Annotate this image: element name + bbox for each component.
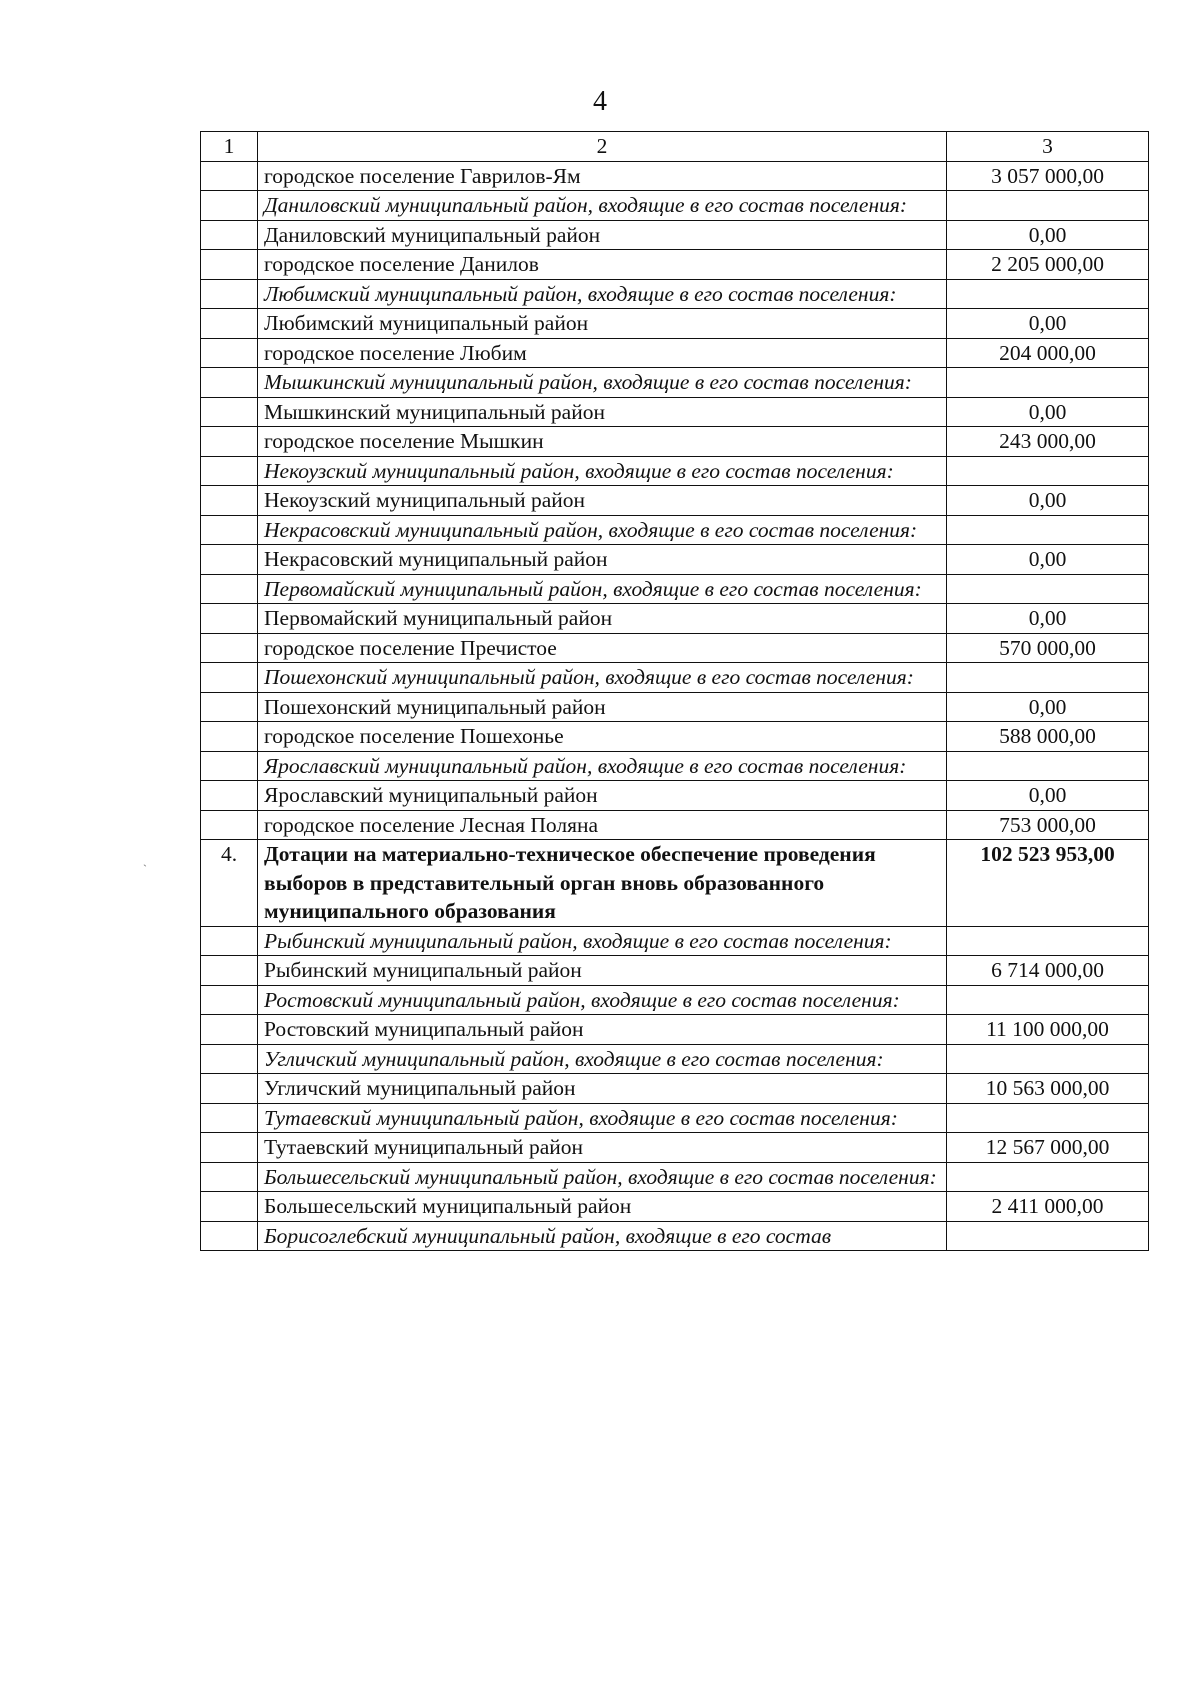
row-label-cell: Некрасовский муниципальный район [258,545,947,575]
row-amount-cell [947,1221,1149,1251]
row-label-cell: Пошехонский муниципальный район [258,692,947,722]
table-row [201,781,1149,811]
row-label-cell: Ростовский муниципальный район [258,1015,947,1045]
page-number: 4 [593,86,607,117]
group-header-row [201,926,1149,956]
table-row [201,309,1149,339]
row-amount-cell: 6 714 000,00 [947,956,1149,986]
row-label-cell: городское поселение Данилов [258,250,947,280]
row-label-cell: Большесельский муниципальный район, входящие в его состав поселения: [258,1162,947,1192]
row-amount-cell: 0,00 [947,486,1149,516]
row-number-cell [201,515,258,545]
row-amount-cell: 0,00 [947,781,1149,811]
row-number-cell [201,692,258,722]
row-label-cell: Ростовский муниципальный район, входящие в его состав поселения: [258,985,947,1015]
row-label-cell: Ярославский муниципальный район, входящие в его состав поселения: [258,751,947,781]
section-row [201,840,1149,927]
row-number-cell [201,220,258,250]
row-label-cell: Дотации на материально-техническое обеспечение проведения выборов в представительный орган вновь образованного муниципального образования [258,840,947,927]
row-label-cell: городское поселение Любим [258,338,947,368]
row-number-cell [201,338,258,368]
row-number-cell [201,1133,258,1163]
table-row [201,1133,1149,1163]
row-number-cell [201,722,258,752]
row-label-cell: Любимский муниципальный район [258,309,947,339]
row-amount-cell: 0,00 [947,220,1149,250]
row-number-cell: 4. [201,840,258,927]
table-row [201,250,1149,280]
row-label-cell: Некрасовский муниципальный район, входящие в его состав поселения: [258,515,947,545]
group-header-row [201,456,1149,486]
row-number-cell [201,397,258,427]
table-row [201,956,1149,986]
row-number-cell [201,956,258,986]
row-label-cell: Борисоглебский муниципальный район, входящие в его состав [258,1221,947,1251]
group-header-row [201,279,1149,309]
allocation-table [200,131,1149,1251]
row-label-cell: Первомайский муниципальный район [258,604,947,634]
row-label-cell: городское поселение Пречистое [258,633,947,663]
row-amount-cell: 0,00 [947,309,1149,339]
group-header-row [201,1221,1149,1251]
row-amount-cell: 12 567 000,00 [947,1133,1149,1163]
row-amount-cell [947,456,1149,486]
row-number-cell [201,191,258,221]
row-number-cell [201,545,258,575]
row-amount-cell [947,368,1149,398]
table-row [201,692,1149,722]
table-row [201,545,1149,575]
table-row [201,427,1149,457]
row-label-cell: Угличский муниципальный район [258,1074,947,1104]
row-amount-cell: 10 563 000,00 [947,1074,1149,1104]
row-number-cell [201,633,258,663]
row-number-cell [201,574,258,604]
scan-mark: ` [143,862,147,876]
group-header-row [201,515,1149,545]
row-number-cell [201,985,258,1015]
table-row [201,397,1149,427]
row-label-cell: Пошехонский муниципальный район, входящие в его состав поселения: [258,663,947,693]
row-label-cell: Рыбинский муниципальный район [258,956,947,986]
row-amount-cell [947,1162,1149,1192]
row-label-cell: городское поселение Гаврилов-Ям [258,161,947,191]
row-number-cell [201,250,258,280]
row-amount-cell: 2 411 000,00 [947,1192,1149,1222]
row-number-cell [201,1015,258,1045]
row-number-cell [201,1221,258,1251]
row-number-cell [201,604,258,634]
row-number-cell [201,427,258,457]
row-label-cell: городское поселение Мышкин [258,427,947,457]
group-header-row [201,368,1149,398]
row-label-cell: Мышкинский муниципальный район, входящие в его состав поселения: [258,368,947,398]
row-label-cell: Первомайский муниципальный район, входящие в его состав поселения: [258,574,947,604]
row-number-cell [201,161,258,191]
row-amount-cell: 243 000,00 [947,427,1149,457]
row-label-cell: Большесельский муниципальный район [258,1192,947,1222]
row-amount-cell [947,1103,1149,1133]
row-amount-cell: 3 057 000,00 [947,161,1149,191]
row-label-cell: Некоузский муниципальный район, входящие в его состав поселения: [258,456,947,486]
row-number-cell [201,279,258,309]
row-number-cell [201,368,258,398]
row-number-cell [201,1044,258,1074]
table-row [201,633,1149,663]
table-row [201,161,1149,191]
table-row [201,486,1149,516]
header-col-3: 3 [947,132,1149,162]
group-header-row [201,1103,1149,1133]
row-number-cell [201,751,258,781]
row-label-cell: Даниловский муниципальный район, входящие в его состав поселения: [258,191,947,221]
row-amount-cell [947,663,1149,693]
row-label-cell: Некоузский муниципальный район [258,486,947,516]
row-amount-cell [947,574,1149,604]
row-amount-cell: 588 000,00 [947,722,1149,752]
row-number-cell [201,926,258,956]
row-amount-cell [947,926,1149,956]
row-amount-cell: 2 205 000,00 [947,250,1149,280]
row-label-cell: Ярославский муниципальный район [258,781,947,811]
row-label-cell: Любимский муниципальный район, входящие в его состав поселения: [258,279,947,309]
table-header-row [201,132,1149,162]
allocation-table-body [201,132,1149,1251]
header-col-1: 1 [201,132,258,162]
row-label-cell: Даниловский муниципальный район [258,220,947,250]
row-amount-cell: 0,00 [947,397,1149,427]
table-row [201,810,1149,840]
row-label-cell: Рыбинский муниципальный район, входящие в его состав поселения: [258,926,947,956]
table-row [201,722,1149,752]
row-label-cell: Мышкинский муниципальный район [258,397,947,427]
row-amount-cell [947,515,1149,545]
row-amount-cell [947,1044,1149,1074]
group-header-row [201,751,1149,781]
row-label-cell: Угличский муниципальный район, входящие в его состав поселения: [258,1044,947,1074]
row-amount-cell: 753 000,00 [947,810,1149,840]
group-header-row [201,663,1149,693]
group-header-row [201,985,1149,1015]
row-number-cell [201,486,258,516]
row-amount-cell: 0,00 [947,604,1149,634]
row-amount-cell: 0,00 [947,692,1149,722]
row-amount-cell: 102 523 953,00 [947,840,1149,927]
row-amount-cell [947,279,1149,309]
row-number-cell [201,1074,258,1104]
row-amount-cell: 570 000,00 [947,633,1149,663]
row-amount-cell: 11 100 000,00 [947,1015,1149,1045]
table-row [201,1074,1149,1104]
header-col-2: 2 [258,132,947,162]
row-amount-cell: 0,00 [947,545,1149,575]
row-amount-cell [947,751,1149,781]
row-number-cell [201,1192,258,1222]
row-number-cell [201,810,258,840]
group-header-row [201,1044,1149,1074]
row-number-cell [201,781,258,811]
group-header-row [201,191,1149,221]
row-label-cell: городское поселение Пошехонье [258,722,947,752]
table-row [201,220,1149,250]
group-header-row [201,574,1149,604]
row-number-cell [201,1162,258,1192]
row-amount-cell [947,191,1149,221]
table-row [201,604,1149,634]
group-header-row [201,1162,1149,1192]
table-row [201,338,1149,368]
table-row [201,1192,1149,1222]
row-number-cell [201,456,258,486]
row-amount-cell: 204 000,00 [947,338,1149,368]
row-number-cell [201,663,258,693]
table-row [201,1015,1149,1045]
row-label-cell: городское поселение Лесная Поляна [258,810,947,840]
row-number-cell [201,1103,258,1133]
row-amount-cell [947,985,1149,1015]
row-label-cell: Тутаевский муниципальный район, входящие в его состав поселения: [258,1103,947,1133]
row-label-cell: Тутаевский муниципальный район [258,1133,947,1163]
row-number-cell [201,309,258,339]
